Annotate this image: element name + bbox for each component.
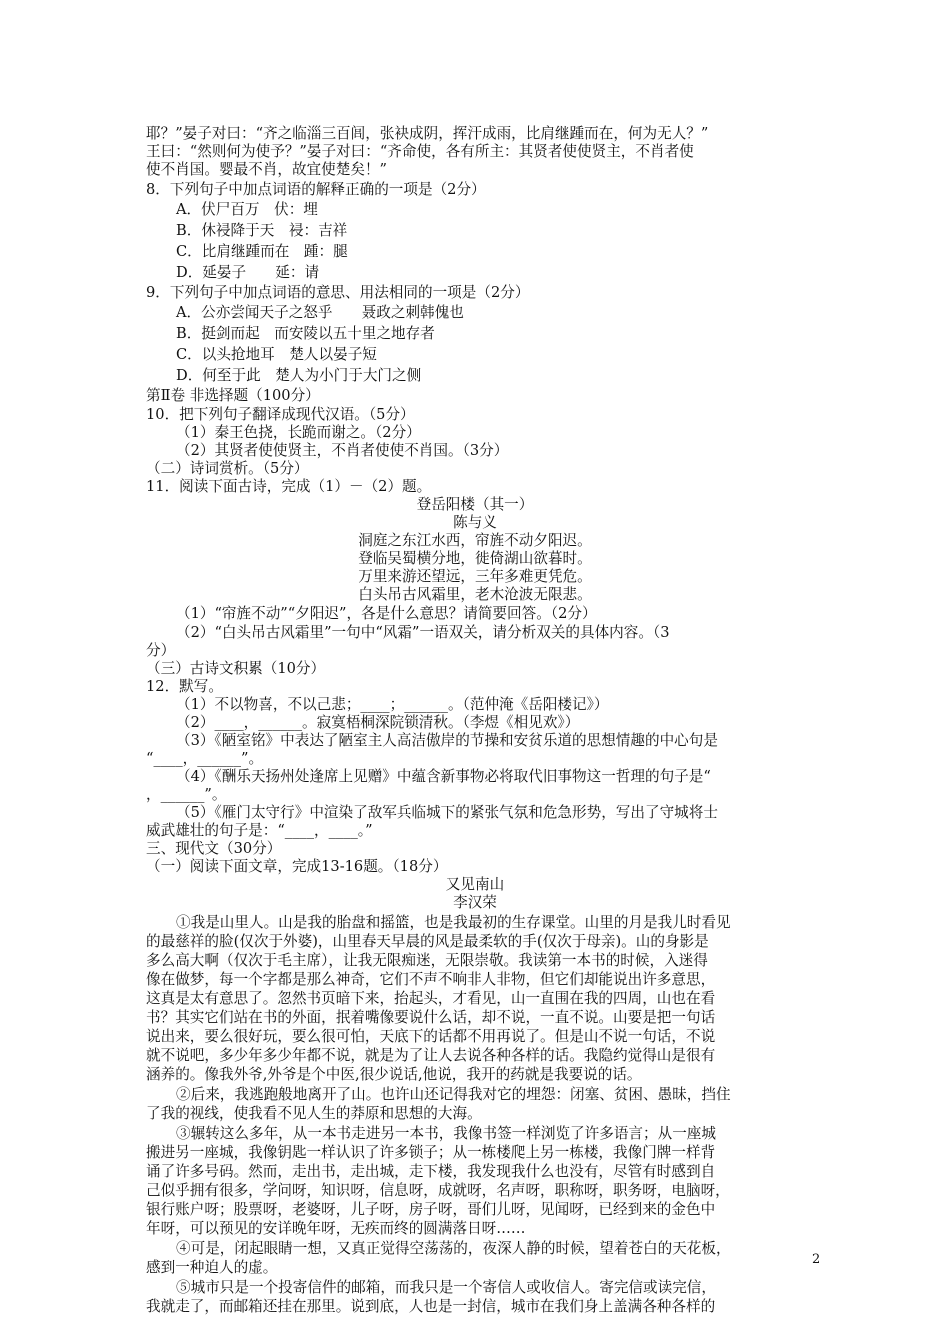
article-author: 李汉荣 — [453, 894, 497, 911]
section-heading: （二）诗词赏析。（5分） — [146, 460, 309, 477]
sub-question: （1）秦王色挠，长跪而谢之。（2分） — [176, 424, 421, 441]
paragraph-line: 的最慈祥的脸(仅次于外婆)，山里春天早晨的风是最柔软的手(仅次于母亲)。山的身影是 — [146, 933, 709, 950]
sub-question: （1）“帘旌不动”“夕阳迟”，各是什么意思？请简要回答。（2分） — [176, 605, 597, 622]
text-line: 分） — [146, 642, 176, 659]
section-heading: 三、现代文（30分） — [146, 840, 282, 857]
option-c: C．比肩继踵而在 踵：腿 — [176, 243, 348, 260]
sub-question: （2）其贤者使使贤主，不肖者使使不肖国。（3分） — [176, 442, 509, 459]
paragraph-line: 说出来，要么很好玩，要么很可怕，天底下的话都不用再说了。但是山不说一句话，不说 — [146, 1028, 716, 1045]
poem-line: 万里来游还望远，三年多难更凭危。 — [358, 568, 592, 585]
paragraph-line: 搬进另一座城，我像钥匙一样认识了许多锁子；从一栋楼爬上另一栋楼，我像门牌一样背 — [146, 1144, 716, 1161]
paragraph-line: 我就走了，而邮箱还挂在那里。说到底，人也是一封信，城市在我们身上盖满各种各样的 — [146, 1298, 716, 1315]
option-b: B．挺剑而起 而安陵以五十里之地存者 — [176, 325, 435, 342]
paragraph-line: 涵养的。像我外爷,外爷是个中医,很少说话,他说，我开的药就是我要说的话。 — [146, 1066, 642, 1083]
option-a: A．公亦尝闻天子之怒乎 聂政之刺韩傀也 — [176, 304, 464, 321]
poem-author: 陈与义 — [453, 514, 497, 531]
paragraph-line: ②后来，我逃跑般地离开了山。也许山还记得我对它的埋怨：闭塞、贫困、愚昧，挡住 — [176, 1086, 731, 1103]
paragraph-line: 书？其实它们站在书的外面，抿着嘴像要说什么话，却不说，一直不说。山要是把一句话 — [146, 1009, 716, 1026]
question-11: 11．阅读下面古诗，完成（1）－（2）题。 — [146, 478, 432, 495]
paragraph-line: ⑤城市只是一个投寄信件的邮箱，而我只是一个寄信人或收信人。寄完信或读完信， — [176, 1279, 716, 1296]
poem-line: 洞庭之东江水西，帘旌不动夕阳迟。 — [358, 532, 592, 549]
paragraph-line: 就不说吧，多少年多少年都不说，就是为了让人去说各种各样的话。我隐约觉得山是很有 — [146, 1047, 716, 1064]
text-line: 耶？”晏子对曰：“齐之临淄三百闾，张袂成阴，挥汗成雨，比肩继踵而在，何为无人？” — [146, 125, 709, 142]
text-line: 使不肖国。婴最不肖，故宜使楚矣！” — [146, 161, 387, 178]
section-heading: 第Ⅱ卷 非选择题（100分） — [146, 387, 320, 404]
article-title: 又见南山 — [445, 876, 505, 893]
question-8: 8．下列句子中加点词语的解释正确的一项是（2分） — [146, 181, 486, 198]
sub-question: （3）《陋室铭》中表达了陋室主人高洁傲岸的节操和安贫乐道的思想情趣的中心句是 — [176, 732, 718, 749]
text-line: 威武雄壮的句子是：“____，____。” — [146, 822, 373, 839]
paragraph-line: 己似乎拥有很多，学问呀，知识呀，信息呀，成就呀，名声呀，职称呀，职务呀，电脑呀， — [146, 1182, 730, 1199]
paragraph-line: 了我的视线，使我看不见人生的莽原和思想的大海。 — [146, 1105, 482, 1122]
option-d: D．延晏子 延：请 — [176, 264, 320, 281]
paragraph-line: ④可是，闭起眼睛一想，又真正觉得空荡荡的，夜深人静的时候，望着苍白的天花板， — [176, 1240, 731, 1257]
option-d: D．何至于此 楚人为小门于大门之侧 — [176, 367, 422, 384]
text-line: “____，______”。 — [146, 750, 264, 767]
poem-line: 白头吊古风霜里，老木沧波无限悲。 — [358, 586, 592, 603]
question-12: 12．默写。 — [146, 678, 223, 695]
paragraph-line: 感到一种迫人的虚。 — [146, 1259, 278, 1276]
poem-line: 登临吴蜀横分地，徙倚湖山欲暮时。 — [358, 550, 592, 567]
sub-question: （4）《酬乐天扬州处逢席上见赠》中蕴含新事物必将取代旧事物这一哲理的句子是“ — [176, 768, 711, 785]
question-9: 9．下列句子中加点词语的意思、用法相同的一项是（2分） — [146, 284, 530, 301]
paragraph-line: 银行账户呀；股票呀，老婆呀，儿子呀，房子呀，哥们儿呀，见闻呀，已经到来的金色中 — [146, 1201, 716, 1218]
text-line: ，______”。 — [146, 786, 227, 803]
paragraph-line: ③辗转这么多年，从一本书走进另一本书，我像书签一样浏览了许多语言；从一座城 — [176, 1125, 716, 1142]
text-line: 王曰：“然则何为使予？”晏子对曰：“齐命使，各有所主：其贤者使使贤主，不肖者使 — [146, 143, 694, 160]
option-b: B．休祲降于天 祲：吉祥 — [176, 222, 348, 239]
option-c: C．以头抢地耳 楚人以晏子短 — [176, 346, 377, 363]
paragraph-line: ①我是山里人。山是我的胎盘和摇篮，也是我最初的生存课堂。山里的月是我儿时看见 — [176, 914, 731, 931]
option-a: A．伏尸百万 伏：埋 — [176, 201, 318, 218]
sub-question: （5）《雁门太守行》中渲染了敌军兵临城下的紧张气氛和危急形势，写出了守城将士 — [176, 804, 718, 821]
section-heading: （三）古诗文积累（10分） — [146, 660, 326, 677]
paragraph-line: 多么高大啊（仅次于毛主席），让我无限痴迷，无限崇敬。我读第一本书的时候，入迷得 — [146, 952, 708, 969]
sub-question: （1）不以物喜，不以己悲；____；______。（范仲淹《岳阳楼记》） — [176, 696, 609, 713]
section-heading: （一）阅读下面文章，完成13-16题。（18分） — [146, 858, 448, 875]
paragraph-line: 诵了许多号码。然而，走出书，走出城，走下楼，我发现我什么也没有，尽管有时感到自 — [146, 1163, 716, 1180]
paragraph-line: 像在做梦，每一个字都是那么神奇，它们不声不响非人非物，但它们却能说出许多意思， — [146, 971, 716, 988]
question-10: 10．把下列句子翻译成现代汉语。（5分） — [146, 406, 415, 423]
page-number: 2 — [812, 1252, 821, 1267]
paragraph-line: 这真是太有意思了。忽然书页暗下来，抬起头，才看见，山一直围在我的四周，山也在看 — [146, 990, 716, 1007]
sub-question: （2）____，______。寂寞梧桐深院锁清秋。（李煜《相见欢》） — [176, 714, 580, 731]
sub-question: （2）“白头吊古风霜里”一句中“风霜”一语双关，请分析双关的具体内容。（3 — [176, 624, 670, 641]
poem-title: 登岳阳楼（其一） — [416, 496, 534, 513]
paragraph-line: 年呀，可以预见的安详晚年呀，无疾而终的圆满落日呀…… — [146, 1220, 526, 1237]
